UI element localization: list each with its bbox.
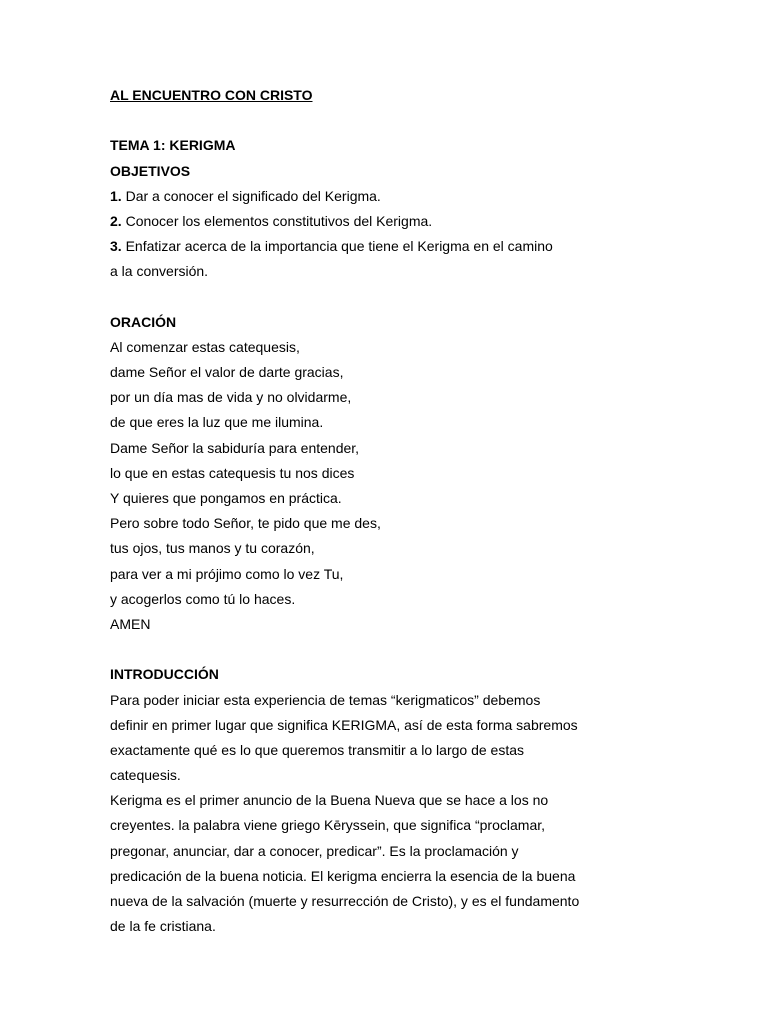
objetivo-item-3 (110, 234, 670, 259)
objetivo-item-2 (110, 209, 670, 234)
oracion-heading: ORACIÓN (110, 313, 177, 330)
spacer (110, 637, 670, 662)
objetivo-text-2: Conocer los elementos constitutivos del Kerigma. (121, 212, 433, 229)
oracion-line: dame Señor el valor de darte gracias, (110, 364, 344, 381)
oracion-line: lo que en estas catequesis tu nos dices (110, 464, 355, 481)
oracion-line: Al comenzar estas catequesis, (110, 338, 300, 355)
introduccion-line: catequesis. (110, 767, 181, 784)
objetivos-heading: OBJETIVOS (110, 162, 191, 179)
oracion-line: Pero sobre todo Señor, te pido que me des, (110, 515, 381, 532)
objetivo-number-2: 2. (110, 212, 122, 229)
introduccion-line: creyentes. la palabra viene griego Kēryssein, que significa “proclamar, (110, 817, 546, 834)
oracion-amen: AMEN (110, 615, 151, 632)
introduccion-line: Kerigma es el primer anuncio de la Buena Nueva que se hace a los no (110, 792, 549, 809)
introduccion-line: Para poder iniciar esta experiencia de temas “kerigmaticos” debemos (110, 691, 541, 708)
document-body (110, 83, 670, 939)
objetivo-text-3-continued: a la conversión. (110, 263, 209, 280)
introduccion-heading: INTRODUCCIÓN (110, 666, 219, 683)
objetivo-text-1: Dar a conocer el significado del Kerigma. (121, 187, 381, 204)
introduccion-line: de la fe cristiana. (110, 918, 216, 935)
objetivo-text-3: Enfatizar acerca de la importancia que tiene el Kerigma en el camino (121, 238, 553, 255)
introduccion-line: exactamente qué es lo que queremos transmitir a lo largo de estas (110, 741, 525, 758)
oracion-line: por un día mas de vida y no olvidarme, (110, 389, 352, 406)
introduccion-line: pregonar, anunciar, dar a conocer, predicar”. Es la proclamación y (110, 842, 519, 859)
objetivo-number-1: 1. (110, 187, 122, 204)
introduccion-line: definir en primer lugar que significa KERIGMA, así de esta forma sabremos (110, 716, 578, 733)
main-title: AL ENCUENTRO CON CRISTO (110, 87, 313, 103)
objetivo-number-3: 3. (110, 238, 122, 255)
oracion-line: Dame Señor la sabiduría para entender, (110, 439, 360, 456)
oracion-line: tus ojos, tus manos y tu corazón, (110, 540, 315, 557)
oracion-line: y acogerlos como tú lo haces. (110, 590, 296, 607)
introduccion-line: nueva de la salvación (muerte y resurrección de Cristo), y es el fundamento (110, 893, 580, 909)
tema-heading: TEMA 1: KERIGMA (110, 137, 236, 154)
spacer (110, 285, 670, 310)
introduccion-line: predicación de la buena noticia. El kerigma encierra la esencia de la buena (110, 867, 576, 884)
oracion-line: Y quieres que pongamos en práctica. (110, 490, 342, 506)
spacer (110, 108, 670, 133)
oracion-line: para ver a mi prójimo como lo vez Tu, (110, 565, 344, 582)
objetivo-item-1 (110, 184, 670, 209)
oracion-line: de que eres la luz que me ilumina. (110, 414, 324, 431)
